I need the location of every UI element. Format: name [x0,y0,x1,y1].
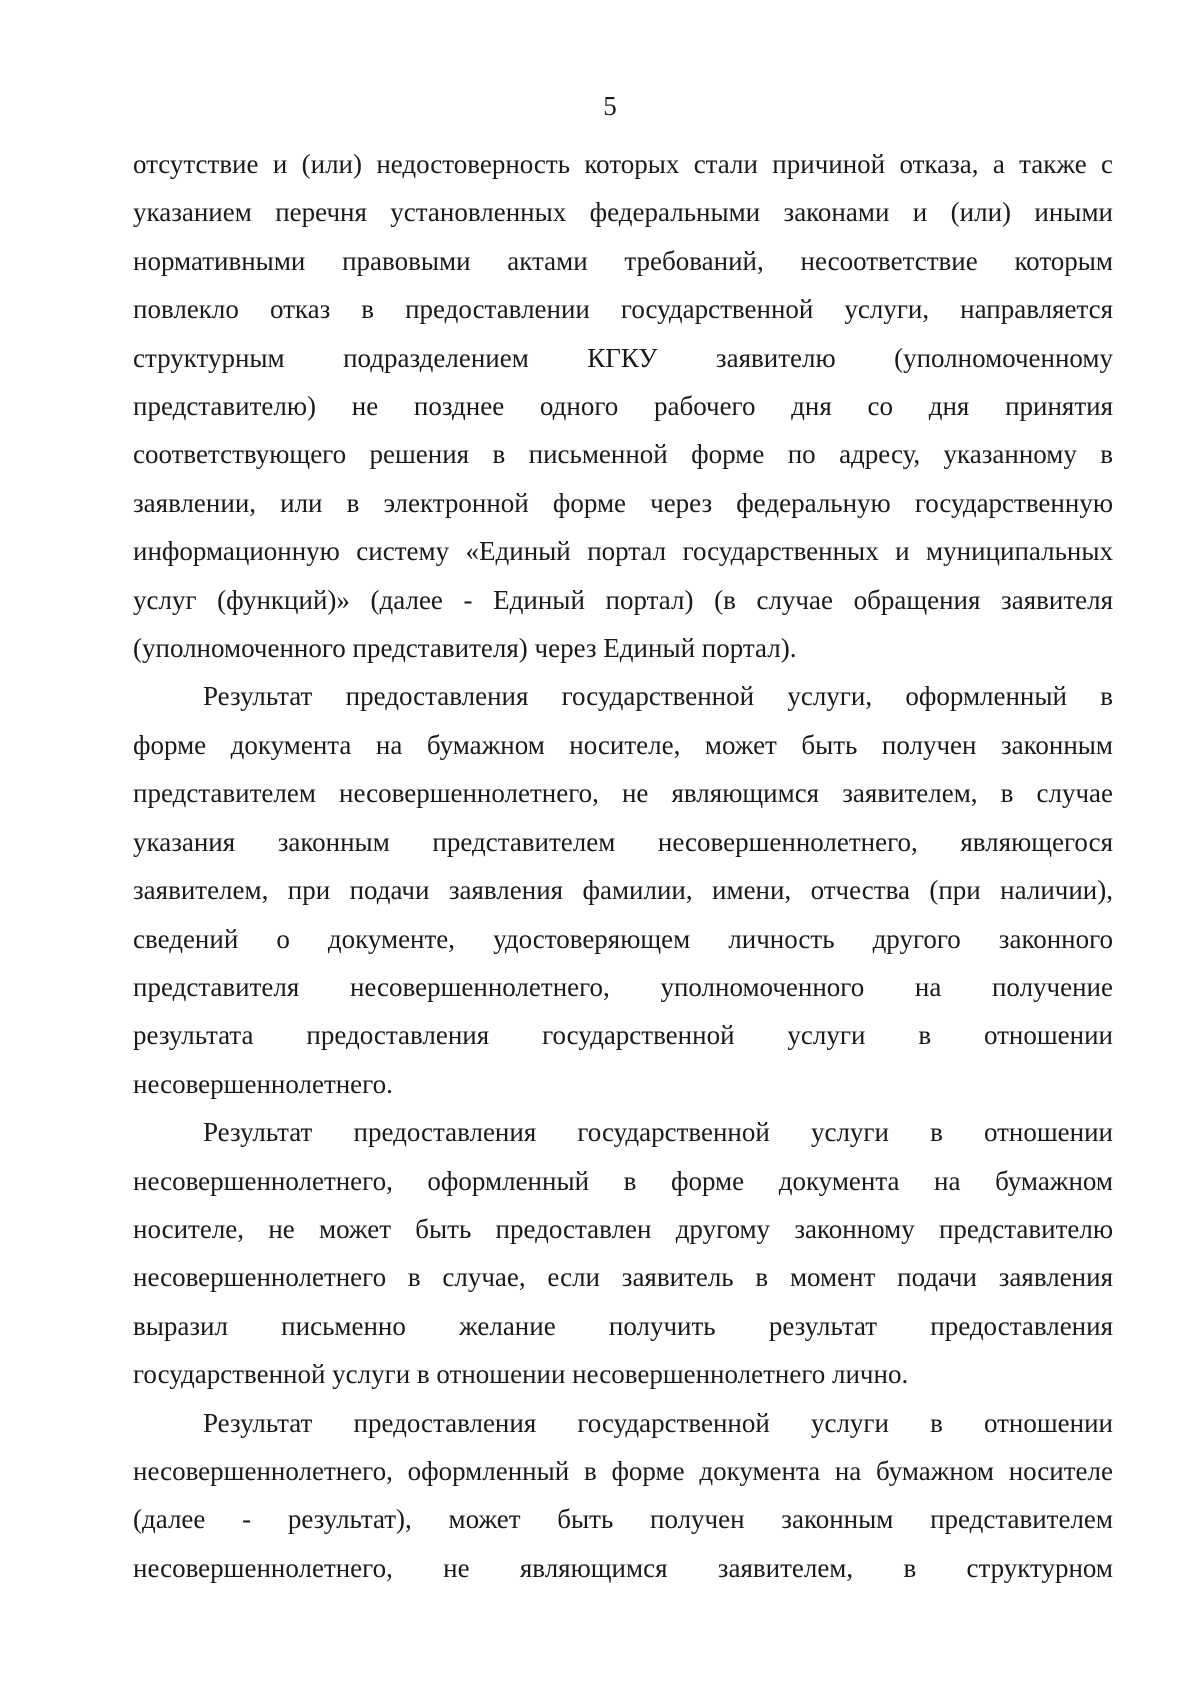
text-line: представителю) не позднее одного рабочего дня со дня принятия [133,391,1113,422]
text-line: Результат предоставления государственной услуги в отношении [203,1407,1113,1438]
text-line: указанием перечня установленных федеральными законами и (или) иными [133,197,1113,228]
text-line: сведений о документе, удостоверяющем личность другого законного [133,923,1113,954]
text-line: нормативными правовыми актами требований, несоответствие которым [133,245,1113,276]
text-line: повлекло отказ в предоставлении государственной услуги, направляется [133,294,1113,325]
text-line: несовершеннолетнего, оформленный в форме документа на бумажном носителе [133,1455,1113,1486]
page-number: 5 [603,91,617,121]
text-line: (далее - результат), может быть получен законным представителем [133,1504,1113,1535]
paragraph-4 [133,1399,1113,1593]
paragraph-3 [133,1108,1113,1398]
text-line: представителем несовершеннолетнего, не являющимся заявителем, в случае [133,778,1113,809]
text-line: заявлении, или в электронной форме через федеральную государственную [133,487,1113,518]
text-line: несовершеннолетнего, оформленный в форме документа на бумажном [133,1165,1113,1196]
text-line: несовершеннолетнего, не являющимся заявителем, в структурном [133,1552,1113,1583]
body-text [133,140,1113,1592]
text-line: структурным подразделением КГКУ заявителю (уполномоченному [133,342,1113,373]
text-line: указания законным представителем несовершеннолетнего, являющегося [133,826,1113,857]
text-line: (уполномоченного представителя) через Единый портал). [133,633,797,664]
paragraph-1 [133,140,1113,672]
text-line: заявителем, при подачи заявления фамилии, имени, отчества (при наличии), [133,875,1113,906]
text-line: форме документа на бумажном носителе, может быть получен законным [133,729,1113,760]
text-line: услуг (функций)» (далее - Единый портал) (в случае обращения заявителя [133,584,1113,615]
text-line: выразил письменно желание получить результат предоставления [133,1310,1113,1341]
text-line: Результат предоставления государственной услуги, оформленный в [203,681,1113,712]
text-line: отсутствие и (или) недостоверность которых стали причиной отказа, а также с [133,149,1113,179]
text-line: результата предоставления государственной услуги в отношении [133,1020,1113,1051]
text-line: несовершеннолетнего. [133,1068,393,1099]
text-line: несовершеннолетнего в случае, если заявитель в момент подачи заявления [133,1262,1113,1293]
text-line: представителя несовершеннолетнего, уполномоченного на получение [133,971,1113,1002]
text-line: информационную систему «Единый портал государственных и муниципальных [133,536,1113,567]
text-line: соответствующего решения в письменной форме по адресу, указанному в [133,439,1113,470]
paragraph-2 [133,672,1113,1108]
text-line: государственной услуги в отношении несовершеннолетнего лично. [133,1359,909,1390]
text-line: Результат предоставления государственной услуги в отношении [203,1117,1113,1148]
text-line: носителе, не может быть предоставлен другому законному представителю [133,1213,1113,1244]
